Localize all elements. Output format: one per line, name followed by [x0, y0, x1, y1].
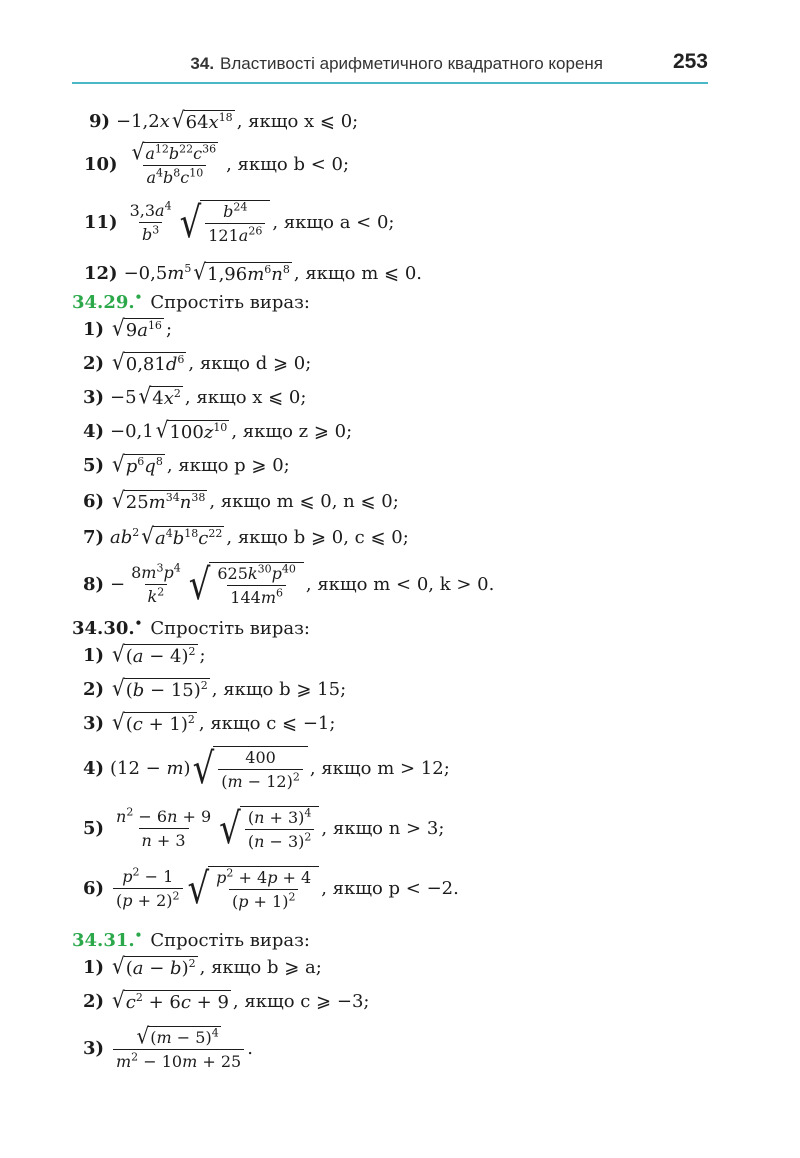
exercise-item: 4) (12 − m) √ $\frac{400}{(m - 12)^2}$ , якщо m > 12; — [82, 743, 450, 794]
exercise-item: 5) √ $p^6q^8$ , якщо p ⩾ 0; — [82, 450, 290, 478]
exercise-item: 6) $\frac{p^2 - 1}{(p + 2)^2}$ √ $\frac{p^2 + 4p + 4}{(p + 1)^2}$ , якщо p < −2. — [82, 863, 459, 914]
exercise-item: 1) √ $9a^{16}$ ; — [82, 314, 173, 342]
exercise-item: 2) √ $c^2 + 6c + 9$ , якщо c ⩾ −3; — [82, 986, 370, 1014]
exercise-item: 1) √ $(a - b)^2$ , якщо b ⩾ a; — [82, 952, 322, 980]
fraction: √ $a^{12}b^{22}c^{36}$ $a^4b^8c^{10}$ — [131, 138, 217, 187]
exercise-item: 4) −0,1 √ $100z^{10}$ , якщо z ⩾ 0; — [82, 416, 353, 444]
exercise-item: 2) √ $(b - 15)^2$ , якщо b ⩾ 15; — [82, 674, 347, 702]
section-number: 34. — [190, 54, 215, 73]
exercise-item: 10) √ $a^{12}b^{22}c^{36}$ $a^4b^8c^{10}$ , якщо b < 0; — [84, 138, 350, 187]
sqrt-expression: √ $64x^{18}$ — [171, 106, 233, 134]
task-number: 34.30.• — [72, 616, 143, 639]
exercise-item: 9) −1,2x √ $64x^{18}$ , якщо x ⩽ 0; — [88, 106, 359, 134]
exercise-item: 3) −5 √ $4x^2$ , якщо x ⩽ 0; — [82, 382, 307, 410]
task-heading: 34.30.• Спростіть вираз: — [72, 616, 310, 639]
page-header — [72, 48, 708, 84]
task-heading: 34.29.• Спростіть вираз: — [72, 290, 310, 313]
exercise-item: 5) $\frac{n^2 - 6n + 9}{n + 3}$ √ $\frac{(n + 3)^4}{(n - 3)^2}$ , якщо n > 3; — [82, 803, 445, 854]
exercise-item: 8) − $\frac{8m^3p^4}{k^2}$ √ $\frac{625k^{30}p^{40}}{144m^6}$ , якщо m < 0, k > 0. — [82, 559, 495, 610]
section-title: 34. Властивості арифметичного квадратного кореня — [190, 54, 603, 73]
task-number: 34.29.• — [72, 290, 143, 313]
page-number: 253 — [672, 50, 708, 73]
exercise-item: 12) $-0,5m^5$ √ $1,96m^6n^8$ , якщо m ⩽ 0. — [84, 258, 422, 286]
exercise-item: 3) √ $(m - 5)^4$ $m^2 - 10m + 25$ . — [82, 1022, 253, 1071]
exercise-item: 1) √ $(a - 4)^2$ ; — [82, 640, 206, 668]
task-heading: 34.31.• Спростіть вираз: — [72, 928, 310, 951]
task-number: 34.31.• — [72, 928, 143, 951]
exercise-item: 3) √ $(c + 1)^2$ , якщо c ⩽ −1; — [82, 708, 336, 736]
exercise-item: 11) $\frac{3,3a^4}{b^3}$ √ $\frac{b^{24}}{121a^{26}}$ , якщо a < 0; — [84, 197, 395, 248]
exercise-item: 2) √ $0,81d^6$ , якщо d ⩾ 0; — [82, 348, 312, 376]
exercise-item: 6) √ $25m^{34}n^{38}$ , якщо m ⩽ 0, n ⩽ 0; — [82, 486, 399, 514]
exercise-item: 7) $ab^2$ √ $a^4b^{18}c^{22}$ , якщо b ⩾ 0, c ⩽ 0; — [82, 522, 409, 550]
